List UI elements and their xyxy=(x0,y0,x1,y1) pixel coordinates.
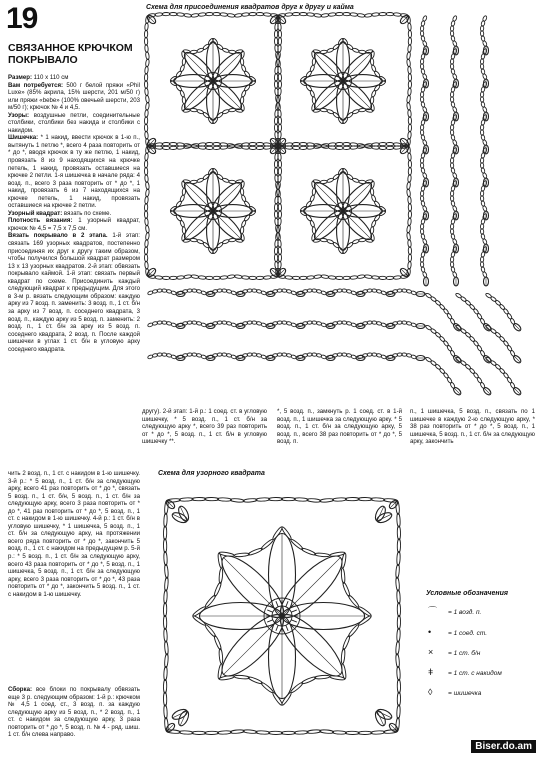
chain-stitch xyxy=(341,648,346,663)
chain-stitch xyxy=(439,336,446,343)
chain-stitch xyxy=(312,96,316,103)
instruction-paragraph: Узоры: воздушные петли, соединительные столбики, столбики без накида и столбики с накидом. xyxy=(8,111,140,134)
chain-stitch xyxy=(460,296,467,302)
chain-stitch xyxy=(397,590,401,604)
chain-stitch xyxy=(163,603,166,617)
chain-stitch xyxy=(320,180,327,184)
instruction-paragraph: Узорный квадрат: вязать по схеме. xyxy=(8,209,112,217)
chain-stitch xyxy=(473,340,479,347)
chain-stitch xyxy=(397,615,400,629)
chain-stitch xyxy=(228,50,235,54)
chain-stitch xyxy=(465,363,472,370)
chain-stitch xyxy=(182,96,186,103)
chain-stitch xyxy=(341,568,346,583)
chain-stitch xyxy=(397,526,400,540)
chain-stitch xyxy=(307,498,321,502)
chain-stitch xyxy=(430,360,437,366)
chain-stitch xyxy=(358,180,365,184)
chain-stitch xyxy=(192,731,206,734)
chain-stitch xyxy=(240,226,244,233)
petal-vein xyxy=(484,388,490,394)
chain-stitch xyxy=(248,676,263,685)
chain-stitch xyxy=(281,497,295,500)
chain-stitch xyxy=(234,675,249,680)
chain-stitch xyxy=(503,340,509,347)
chain-stitch xyxy=(192,497,206,500)
chain-stitch xyxy=(370,58,374,65)
chain-stitch xyxy=(499,304,506,311)
chain-stitch xyxy=(213,582,222,597)
chain-stitch xyxy=(294,731,308,735)
petal-vein xyxy=(343,183,371,211)
center-stitch xyxy=(267,610,273,612)
petal-vein xyxy=(514,356,520,362)
chain-stitch xyxy=(182,188,186,195)
chain-stitch xyxy=(164,654,168,668)
chain-stitch xyxy=(358,497,372,500)
chain-stitch xyxy=(370,226,374,233)
chain-stitch xyxy=(320,238,327,242)
chain-stitch xyxy=(358,238,365,242)
chain-stitch xyxy=(190,50,197,54)
chain-stitch xyxy=(164,577,168,591)
chain-stitch xyxy=(435,299,442,306)
center-stitch xyxy=(291,610,297,612)
chain-stitch xyxy=(465,299,472,306)
chain-stitch xyxy=(217,731,231,735)
chain-stitch xyxy=(314,675,329,680)
mid-text-3: п., 1 шишечка, 5 возд. п., связать по 1 шишечке в каждую 2-ю следующую арку, * 38 раз повторить от * до *, 5 возд. п., 1 шишечка, 5 возд. п., 1 ст. б/н за следующую арку, закончить xyxy=(410,408,535,446)
chain-stitch xyxy=(240,96,244,103)
chain-stitch xyxy=(320,729,334,733)
legend-item: • = 1 соед. ст. xyxy=(428,627,488,637)
motif-chart xyxy=(152,478,412,753)
chain-stitch xyxy=(460,328,467,334)
chain-stitch xyxy=(219,648,224,663)
chain-stitch xyxy=(439,304,446,311)
chain-stitch xyxy=(395,654,399,668)
chain-stitch xyxy=(179,731,193,735)
chain-stitch xyxy=(370,188,374,195)
chain-stitch xyxy=(163,615,166,629)
chain-stitch xyxy=(495,299,502,306)
chain-stitch xyxy=(397,705,401,719)
chain-stitch xyxy=(342,635,351,650)
legend-item: ⌒ = 1 возд. п. xyxy=(428,606,482,616)
chain-stitch xyxy=(443,372,449,379)
chain-stitch xyxy=(395,577,399,591)
chain-stitch xyxy=(163,679,166,693)
chain-stitch xyxy=(430,328,437,334)
chain-stitch xyxy=(320,498,334,502)
chain-stitch xyxy=(490,360,497,366)
chain-stitch xyxy=(164,513,168,527)
chain-stitch xyxy=(213,635,222,650)
chain-stitch xyxy=(495,363,502,370)
chain-stitch xyxy=(435,363,442,370)
chain-stitch xyxy=(307,729,321,733)
chain-stitch xyxy=(490,296,497,302)
chain-stitch xyxy=(243,498,257,502)
chain-stitch xyxy=(228,238,235,242)
chain-stitch xyxy=(301,676,316,685)
chain-stitch xyxy=(164,628,168,642)
top-chart-caption: Схема для присоединения квадратов друг к другу и кайма xyxy=(146,4,354,11)
chain-stitch xyxy=(312,226,316,233)
legend-item: × = 1 ст. б/н xyxy=(428,647,481,657)
chain-stitch xyxy=(281,731,295,734)
chain-stitch xyxy=(397,692,400,706)
center-stitch xyxy=(291,620,297,622)
petal-vein xyxy=(514,388,520,394)
chain-stitch xyxy=(217,498,231,502)
chain-stitch xyxy=(473,308,479,315)
chain-stitch xyxy=(240,58,244,65)
chain-stitch xyxy=(395,641,399,655)
instruction-paragraph: Плотность вязания: 1 узорный квадрат, крючок № 4,5 = 7,5 х 7,5 см. xyxy=(8,217,141,232)
chain-stitch xyxy=(243,729,257,733)
chain-stitch xyxy=(219,568,224,583)
chain-stitch xyxy=(320,50,327,54)
center-stitch xyxy=(276,625,278,631)
bottom-chart-caption: Схема для узорного квадрата xyxy=(158,470,265,477)
legend xyxy=(428,604,538,707)
chain-stitch xyxy=(230,729,244,733)
chain-stitch xyxy=(465,331,472,338)
chain-stitch xyxy=(490,328,497,334)
chain-stitch xyxy=(439,368,446,375)
center-stitch xyxy=(276,601,278,607)
chain-stitch xyxy=(345,731,359,734)
chain-stitch xyxy=(182,226,186,233)
instruction-paragraph: Размер: 110 х 110 см xyxy=(8,74,69,81)
chain-stitch xyxy=(370,96,374,103)
chain-stitch xyxy=(358,108,365,112)
chain-stitch xyxy=(269,497,283,500)
chain-stitch xyxy=(443,340,449,347)
chain-stitch xyxy=(163,539,166,553)
chain-stitch xyxy=(314,553,329,558)
assembly-text: Сборка: все блоки по покрывалу обвязать еще 3 р. следующим образом: 1-й р.: крючком № 4,5 1 соед. ст., 3 возд. п. за каждую следующую арку из 5 возд. п., * 2 возд. п., 1 ст. с накидом за следующую арку, 3 раза повторить от * до *, 5 возд. п. № 4 - ряд. шиш. 1 ст. б/н слева направо. xyxy=(8,686,140,739)
watermark: Biser.do.am xyxy=(471,740,536,753)
chain-stitch xyxy=(294,498,308,502)
chain-stitch xyxy=(269,731,283,734)
chain-stitch xyxy=(469,368,476,375)
chain-stitch xyxy=(256,498,270,502)
chain-stitch xyxy=(358,50,365,54)
chain-stitch xyxy=(190,108,197,112)
chain-stitch xyxy=(332,731,346,735)
chain-stitch xyxy=(371,498,385,502)
lower-left-text: чить 2 возд. п., 1 ст. с накидом в 1-ю шишечку. 3-й р.: * 5 возд. п., 1 ст. б/н за следующую арку, всего 41 раз повторить от * до *, связать 5 возд. п., 1 ст. б/н, 5 возд. п., 1 ст. б/н за следующую арку, всего 3 раза повторить от * до *, 41 раз повторить от * до *, 5 возд. п., 1 ст. с накидом в 1-ю шишечку. 4-й р.: 1 ст. б/н в угловую шишечку, * 1 шишечка, 5 возд. п., 1 ст. б/н за следующую арку, на протяжении всего ряда повторить от * до *, закончить 5 возд. п., 1 ст. с накидом на предыдущем р. 5-й р.: * 5 возд. п., 1 ст. б/н за следующую арку, всего 43 раза повторить от * до *, 5 возд. п., 1 шишечка, 5 возд. п., 1 ст. б/н за следующую арку, всего 3 раза повторить от * до *, 43 раза повторить от * до *, закончить 5 возд. п., 1 ст. с накидом в 1-ю шишечку. xyxy=(8,470,140,598)
chain-stitch xyxy=(190,180,197,184)
petal-vein xyxy=(514,324,520,330)
chain-stitch xyxy=(397,551,401,565)
instruction-paragraph: Вязать покрывало в 2 этапа. 1-й этап: связать 169 узорных квадратов, постепенно присоединяя их друг к другу таким образом, чтобы получился большой квадрат размером 13 х 13 узорных квадратов. 2-й этап: обвязать покрывало каймой. 1-й этап: связать первый квадрат по схеме. Присоединить каждый следующий квадрат к предыдущим. Для этого в 3-м р. вязать следующим образом: каждую арку из 7 возд. п. заменить: 3 возд. п., 1 ст. б/н за арку из 7 возд. п. соседнего квадрата, 3 возд. п., каждую арку из 5 возд. п. заменить: 2 возд. п., 1 ст. б/н за арку из 5 возд. п. соседнего квадрата, 2 возд. п. После каждой шишечки в углах 1 ст. б/н в угловую арку соседнего квадрата. xyxy=(8,232,140,353)
chain-stitch xyxy=(228,180,235,184)
chain-stitch xyxy=(234,553,249,558)
legend-title: Условные обозначения xyxy=(426,590,509,597)
chain-stitch xyxy=(397,539,400,553)
article-title: СВЯЗАННОЕ КРЮЧКОМ ПОКРЫВАЛО xyxy=(8,42,133,66)
chain-stitch xyxy=(397,628,401,642)
chain-stitch xyxy=(342,582,351,597)
chain-stitch xyxy=(205,731,219,734)
mid-text-2: *, 5 возд. п., замкнуть р. 1 соед. ст. в 1-й возд. п., 1 шишечка за следующую арку. * 5 возд. п., 1 ст. б/н за следующую арку, 5 возд. п., всего 38 раз повторить от * до *, 5 возд. п. xyxy=(277,408,402,446)
chain-stitch xyxy=(256,731,270,735)
petal-vein xyxy=(213,53,241,81)
chain-stitch xyxy=(332,498,346,502)
chain-stitch xyxy=(163,526,166,540)
chain-stitch xyxy=(503,308,509,315)
chain-stitch xyxy=(164,590,168,604)
chain-stitch xyxy=(460,360,467,366)
chain-stitch xyxy=(190,238,197,242)
chain-stitch xyxy=(397,603,400,617)
chain-stitch xyxy=(164,551,168,565)
joining-chart xyxy=(142,12,542,412)
chain-stitch xyxy=(443,308,449,315)
chain-stitch xyxy=(163,692,166,706)
chain-stitch xyxy=(228,108,235,112)
legend-item: ǂ = 1 ст. с накидом xyxy=(428,667,502,677)
chain-stitch xyxy=(469,304,476,311)
chain-stitch xyxy=(397,679,400,693)
chain-stitch xyxy=(473,372,479,379)
chain-stitch xyxy=(164,705,168,719)
chain-stitch xyxy=(179,498,193,502)
chain-stitch xyxy=(430,296,437,302)
center-stitch xyxy=(267,620,273,622)
page-number: 19 xyxy=(6,2,38,35)
petal-vein xyxy=(213,183,241,211)
center-stitch xyxy=(286,601,288,607)
chain-stitch xyxy=(499,368,506,375)
chain-stitch xyxy=(164,666,168,680)
chain-stitch xyxy=(312,188,316,195)
petal-vein xyxy=(343,53,371,81)
chain-stitch xyxy=(345,497,359,500)
mid-text-1: другу). 2-й этап: 1-й р.: 1 соед. ст. в угловую шишечку, * 5 возд. п., 1 ст. б/н за следующую арку *, всего 39 раз повторить от * до *, 5 возд. п., 1 ст. б/н в угловую шишечку **. xyxy=(142,408,267,446)
chain-stitch xyxy=(164,641,168,655)
chain-stitch xyxy=(397,666,401,680)
legend-item: ◊ = шишечка xyxy=(428,687,482,697)
chain-stitch xyxy=(248,547,263,556)
chain-stitch xyxy=(395,564,399,578)
chain-stitch xyxy=(240,188,244,195)
chain-stitch xyxy=(358,731,372,734)
chain-stitch xyxy=(164,564,168,578)
chain-stitch xyxy=(499,336,506,343)
chain-stitch xyxy=(320,108,327,112)
chain-stitch xyxy=(495,331,502,338)
chain-stitch xyxy=(469,336,476,343)
instruction-paragraph: Шишечка: * 1 накид, ввести крючок в 1-ю п., вытянуть 1 петлю *, всего 4 раза повторить от * до *, вводя крючок в ту же петлю, 1 накид, провязать 8 из 9 находящихся на крючке петель, 1 накид, провязать оставшиеся на крючке 2 петли. 1-я шишечка в начале ряда: 4 возд. п., всего 3 раза повторить от * до *, 1 накид, провязать 6 из 7 находящихся на крючке петель, 1 накид, провязать оставшиеся на крючке 2 петли. xyxy=(8,134,140,210)
chain-stitch xyxy=(371,731,385,735)
instructions-column xyxy=(8,74,140,353)
center-stitch xyxy=(286,625,288,631)
chain-stitch xyxy=(397,513,401,527)
petal-vein xyxy=(454,388,460,394)
chain-stitch xyxy=(503,372,509,379)
chain-stitch xyxy=(301,547,316,556)
chain-stitch xyxy=(230,498,244,502)
chain-stitch xyxy=(182,58,186,65)
chain-stitch xyxy=(205,497,219,500)
instruction-paragraph: Вам потребуется: 500 г белой пряжи «Phil Luxe» (85% акрила, 15% шерсти, 201 м/50 г) или пряжи «bebe» (100% овечьей шерсти, 203 м/50 г); крючок № 4 и 4,5. xyxy=(8,81,140,112)
chain-stitch xyxy=(312,58,316,65)
chain-stitch xyxy=(435,331,442,338)
